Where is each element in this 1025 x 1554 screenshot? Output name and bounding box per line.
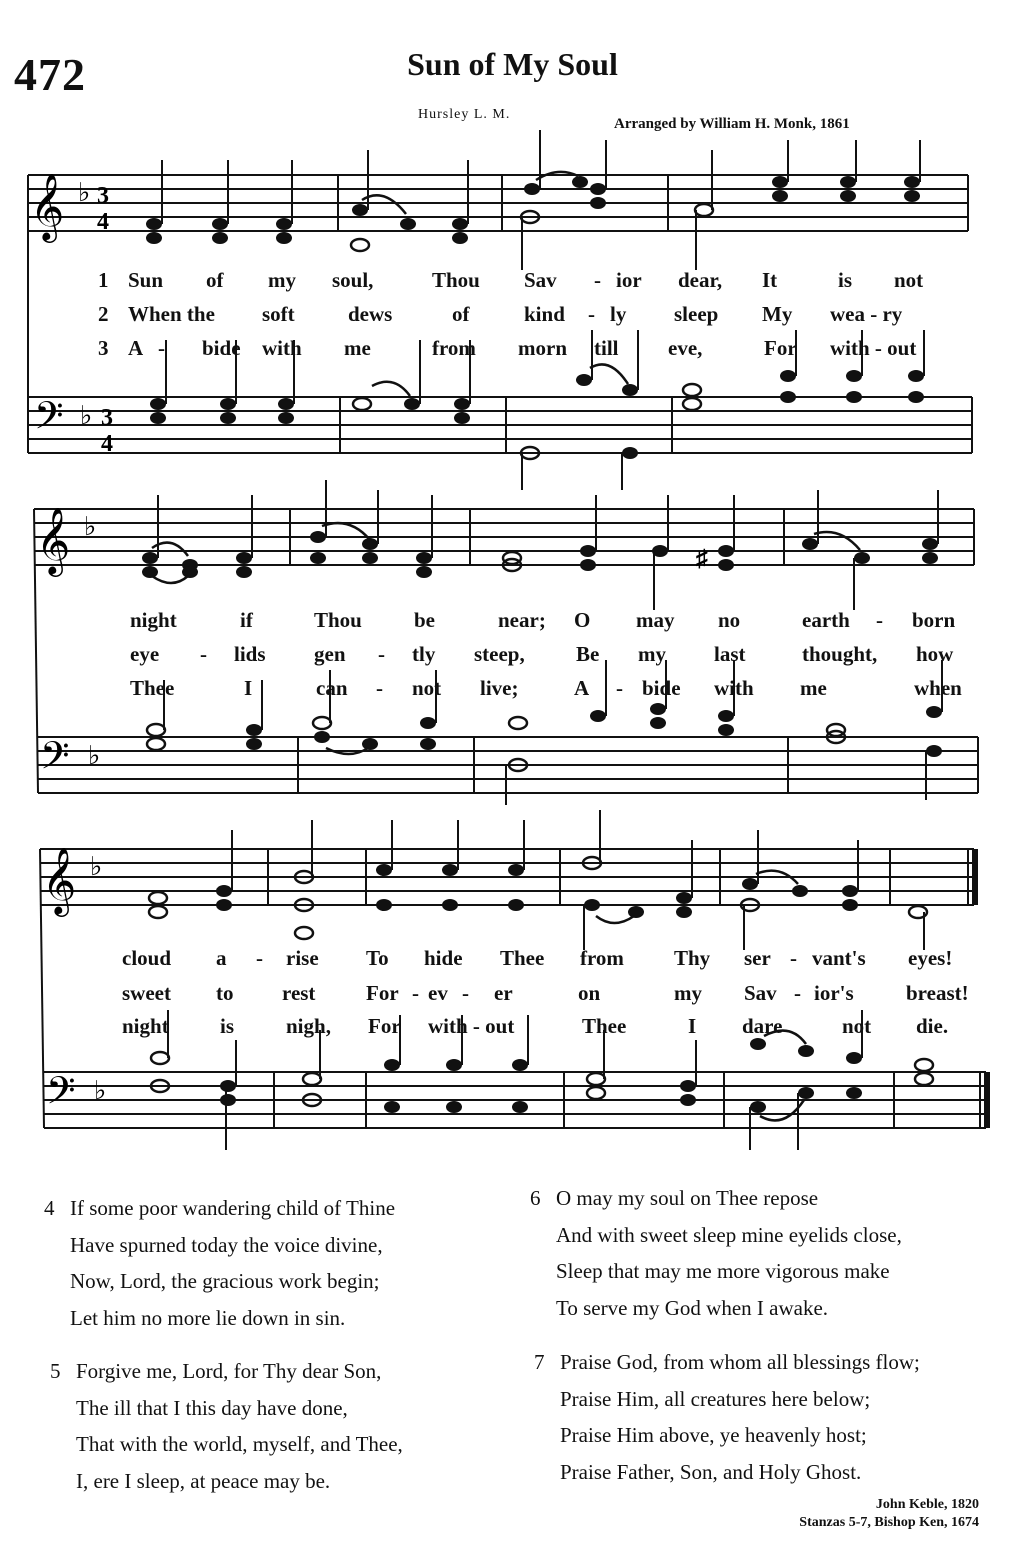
- svg-text:♭: ♭: [80, 401, 93, 430]
- stanza-line: To serve my God when I awake.: [556, 1295, 829, 1320]
- treble-clef-icon: 𝄞: [42, 846, 77, 914]
- stanza-line: Sleep that may me more vigorous make: [556, 1259, 890, 1283]
- stanza-6: [530, 1180, 902, 1326]
- author-credit-line: Stanzas 5-7, Bishop Ken, 1674: [799, 1515, 979, 1530]
- stanza-line: That with the world, myself, and Thee,: [76, 1432, 403, 1456]
- tune-name: Hursley L. M.: [418, 107, 511, 122]
- svg-text:4: 4: [101, 431, 113, 457]
- stanza-line: Praise Father, Son, and Holy Ghost.: [560, 1459, 862, 1484]
- stanza-line: Now, Lord, the gracious work begin;: [70, 1269, 380, 1293]
- stanza-line: The ill that I this day have done,: [76, 1395, 348, 1420]
- hymn-number: 472: [14, 49, 86, 100]
- stanza-line: O may my soul on Thee repose: [556, 1186, 819, 1210]
- svg-text:♭: ♭: [94, 1076, 107, 1105]
- stanza-line: Praise God, from whom all blessings flow;: [560, 1350, 920, 1374]
- author-credits: [799, 1496, 979, 1532]
- stanza-4: [44, 1190, 396, 1336]
- arrangement-credit: Arranged by William H. Monk, 1861: [614, 116, 850, 132]
- stanza-line: And with sweet sleep mine eyelids close,: [556, 1222, 902, 1247]
- author-credit-line: John Keble, 1820: [875, 1497, 979, 1512]
- svg-text:♭: ♭: [88, 741, 101, 770]
- stanza-line: Let him no more lie down in sin.: [70, 1305, 346, 1330]
- stanza-number: 7: [534, 1350, 545, 1374]
- svg-text:♯: ♯: [696, 546, 708, 572]
- stanza-line: Have spurned today the voice divine,: [70, 1232, 383, 1257]
- stanza-line: If some poor wandering child of Thine: [70, 1196, 396, 1220]
- svg-text:3: 3: [97, 183, 109, 209]
- bass-clef-icon: 𝄢: [46, 1068, 76, 1122]
- hymn-title: Sun of My Soul: [407, 46, 618, 82]
- bass-clef-icon: 𝄢: [34, 393, 64, 447]
- stanza-line: Forgive me, Lord, for Thy dear Son,: [76, 1359, 382, 1383]
- stanza-line: Praise Him, all creatures here below;: [560, 1386, 871, 1411]
- svg-text:♭: ♭: [78, 178, 91, 207]
- stanza-5: [50, 1353, 403, 1499]
- stanza-line: Praise Him above, ye heavenly host;: [560, 1423, 867, 1447]
- stanza-number: 5: [50, 1359, 61, 1383]
- svg-text:3: 3: [101, 405, 113, 431]
- stanza-7: [534, 1344, 920, 1490]
- treble-clef-icon: 𝄞: [30, 172, 65, 240]
- bass-clef-icon: 𝄢: [40, 733, 70, 787]
- treble-clef-icon: 𝄞: [36, 506, 71, 574]
- stanza-line: I, ere I sleep, at peace may be.: [76, 1468, 331, 1493]
- stanza-number: 6: [530, 1186, 541, 1210]
- svg-text:♭: ♭: [90, 852, 103, 881]
- svg-text:4: 4: [97, 209, 109, 235]
- svg-text:♭: ♭: [84, 512, 97, 541]
- stanza-number: 4: [44, 1196, 55, 1220]
